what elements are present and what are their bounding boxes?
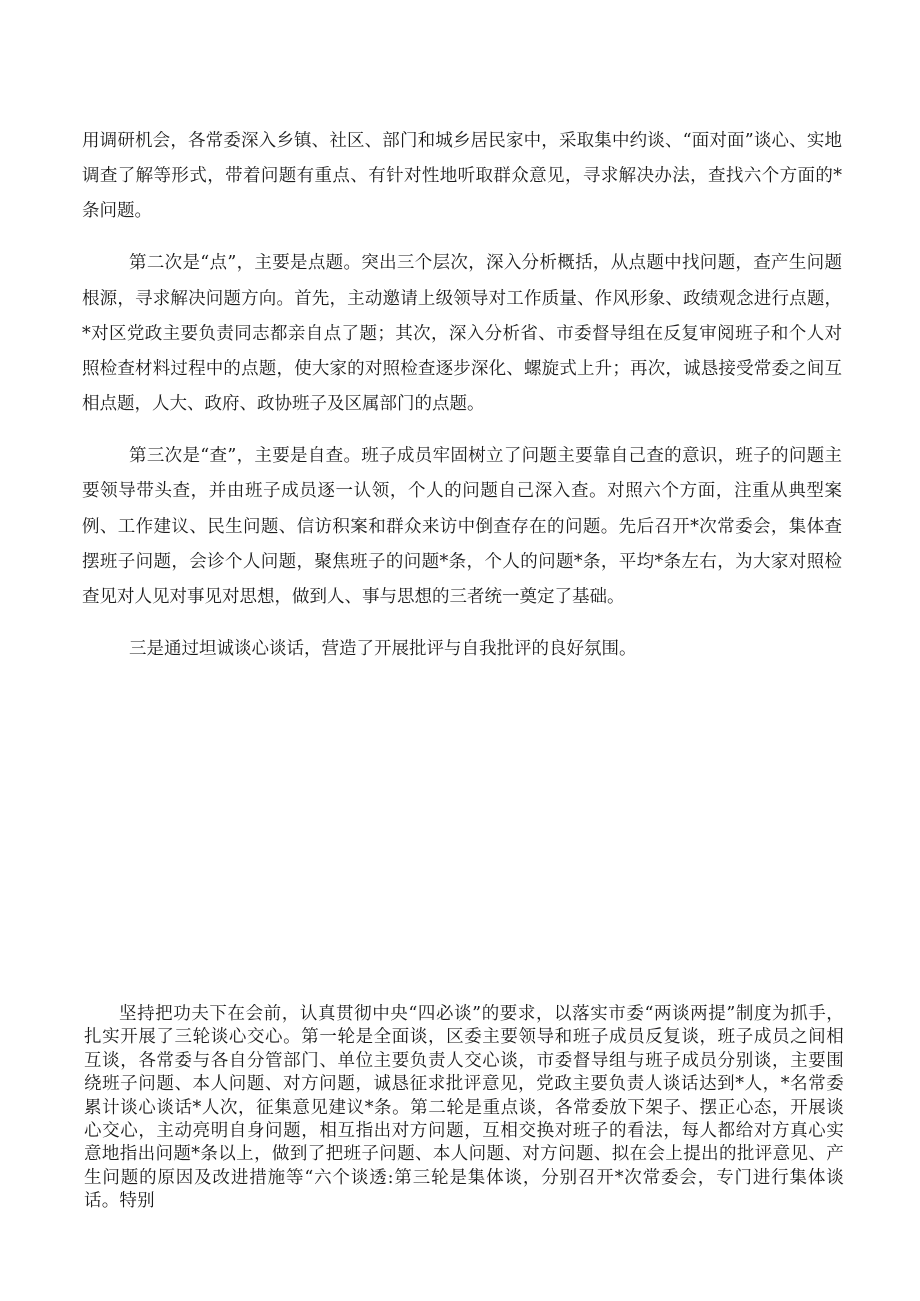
paragraph-third-check: 第三次是“查”，主要是自查。班子成员牢固树立了问题主要靠自己查的意识，班子的问题主要领导带头查，并由班子成员逐一认领，个人的问题自己深入查。对照六个方面，注重从典型案例、工作建议、民生问题、信访积案和群众来访中倒查存在的问题。先后召开*次常委会，集体查摆班子问题，会诊个人问题，聚焦班子的问题*条，个人的问题*条，平均*条左右，为大家对照检查见对人见对事见对思想，做到人、事与思想的三者统一奠定了基础。: [82, 446, 842, 608]
paragraph-heart-talks: 坚持把功夫下在会前，认真贯彻中央“四必谈”的要求，以落实市委“两谈两提”制度为抓手，扎实开展了三轮谈心交心。第一轮是全面谈，区委主要领导和班子成员反复谈，班子成员之间相互谈，各常委与各自分管部门、单位主要负责人交心谈，市委督导组与班子成员分别谈，主要围绕班子问题、本人问题、对方问题，诚恳征求批评意见，党政主要负责人谈话达到*人，*名常委累计谈心谈话*人次，征集意见建议*条。第二轮是重点谈，各常委放下架子、摆正心态，开展谈心交心，主动亮明自身问题，相互指出对方问题，互相交换对班子的看法，每人都给对方真心实意地指出问题*条以上，做到了把班子问题、本人问题、对方问题、拟在会上提出的批评意见、产生问题的原因及改进措施等“六个谈透:第三轮是集体谈，分别召开*次常委会，专门进行集体谈话。特别: [84, 1004, 844, 1212]
body-text-lower: [84, 1003, 844, 1214]
section-heading-three: 三是通过坦诚谈心谈话，营造了开展批评与自我批评的良好氛围。: [129, 639, 637, 660]
paragraph-second-point: 第二次是“点”，主要是点题。突出三个层次，深入分析概括，从点题中找问题，查产生问题根源，寻求解决问题方向。首先，主动邀请上级领导对工作质量、作风形象、政绩观念进行点题，*对区党政主要负责同志都亲自点了题；其次，深入分析省、市委督导组在反复审阅班子和个人对照检查材料过程中的点题，使大家的对照检查逐步深化、螺旋式上升；再次，诚恳接受常委之间互相点题，人大、政府、政协班子及区属部门的点题。: [82, 253, 842, 415]
body-text-upper: [82, 124, 842, 684]
paragraph-continuation: 用调研机会，各常委深入乡镇、社区、部门和城乡居民家中，采取集中约谈、“面对面”谈心、实地调查了解等形式，带着问题有重点、有针对性地听取群众意见，寻求解决办法，查找六个方面的*条问题。: [82, 131, 842, 222]
